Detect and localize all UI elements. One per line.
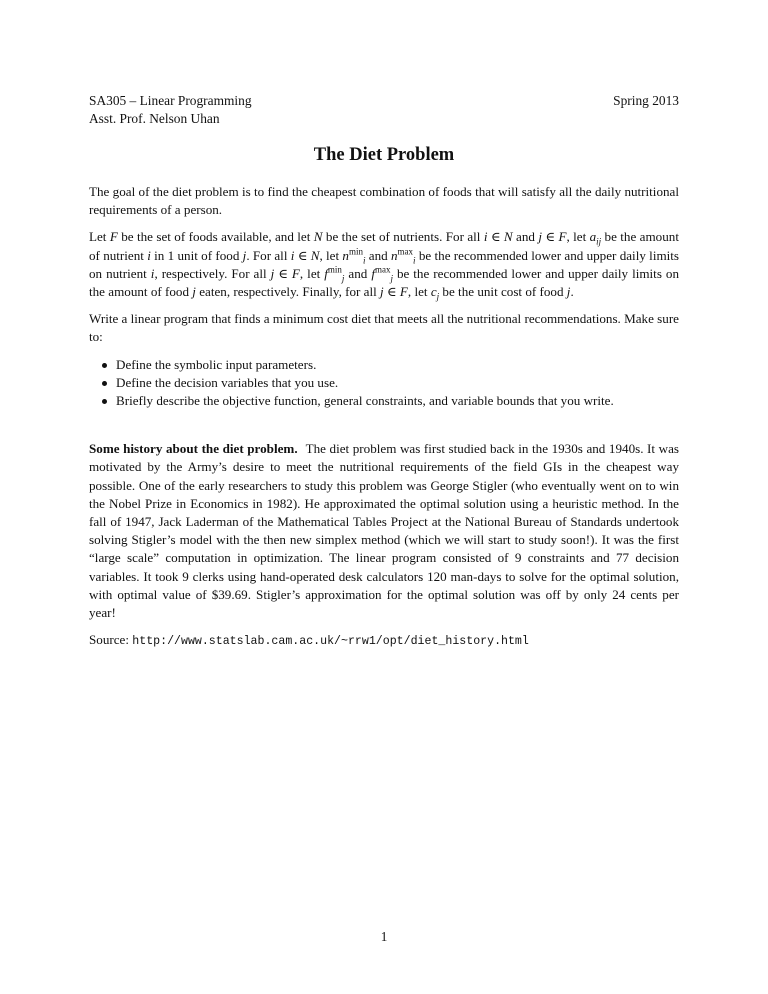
page-title: The Diet Problem — [313, 145, 455, 165]
source-url: http://www.statslab.cam.ac.uk/~rrw1/opt/diet_history.html — [132, 635, 529, 649]
document-body — [89, 183, 679, 660]
setup-paragraph: Let F be the set of foods available, and let N be the set of nutrients. For all i ∈ N and j ∈ F, let $a_{ij}$ be the amount of nutrient i in 1 unit of food j. For all i ∈ N, let $n^{min}_i$ and $n^{max}_i$ be the recommended lower and upper daily limits on nutrient i, respectively. For all j ∈ F, let $f^{min}_j$ and $f^{max}_j$ be the recommended lower and upper daily limits on the amount of food j eaten, respectively. Finally, for all j ∈ F, let $c_j$ be the unit cost of food j. — [89, 229, 680, 302]
course-title: SA305 – Linear Programming — [89, 93, 252, 108]
instructor-name: Asst. Prof. Nelson Uhan — [89, 111, 220, 126]
intro-paragraph: The goal of the diet problem is to find the cheapest combination of foods that will satisfy all the daily nutritional requirements of a person. — [89, 184, 679, 218]
history-paragraph — [89, 440, 679, 622]
list-item: Define the symbolic input parameters. — [116, 356, 679, 374]
term-label: Spring 2013 — [613, 93, 679, 108]
list-item: Briefly describe the objective function, general constraints, and variable bounds that you write. — [116, 392, 679, 410]
source-label: Source: — [89, 632, 133, 648]
task-paragraph: Write a linear program that finds a minimum cost diet that meets all the nutritional recommendations. Make sure to: — [89, 311, 679, 345]
history-text: The diet problem was first studied back in the 1930s and 1940s. It was motivated by the Army’s desire to meet the nutritional requirements of the field GIs in the cheapest way possible. One of the early researchers to study this problem was George Stigler (who eventually went on to win the Nobel Prize in Economics in 1982). He approximated the optimal solution using a heuristic method. In the fall of 1947, Jack Laderman of the Mathematical Tables Project at the National Bureau of Standards undertook solving Stigler’s model with the then new simplex method (which we will start to study soon!). It was the first “large scale” computation in optimization. The linear program consisted of 9 constraints and 77 decision variables. It took 9 clerks using hand-operated desk calculators 120 man-days to solve for the optimal solution, with optimal value of $39.69. Stigler’s approximation for the optimal solution was off by only 24 cents per year! — [89, 441, 679, 621]
header-left — [89, 92, 252, 128]
source-line — [89, 631, 679, 651]
requirements-list — [89, 356, 679, 411]
history-heading: Some history about the diet problem. — [89, 441, 298, 457]
list-item: Define the decision variables that you use. — [116, 374, 679, 392]
page-number: 1 — [380, 929, 388, 944]
